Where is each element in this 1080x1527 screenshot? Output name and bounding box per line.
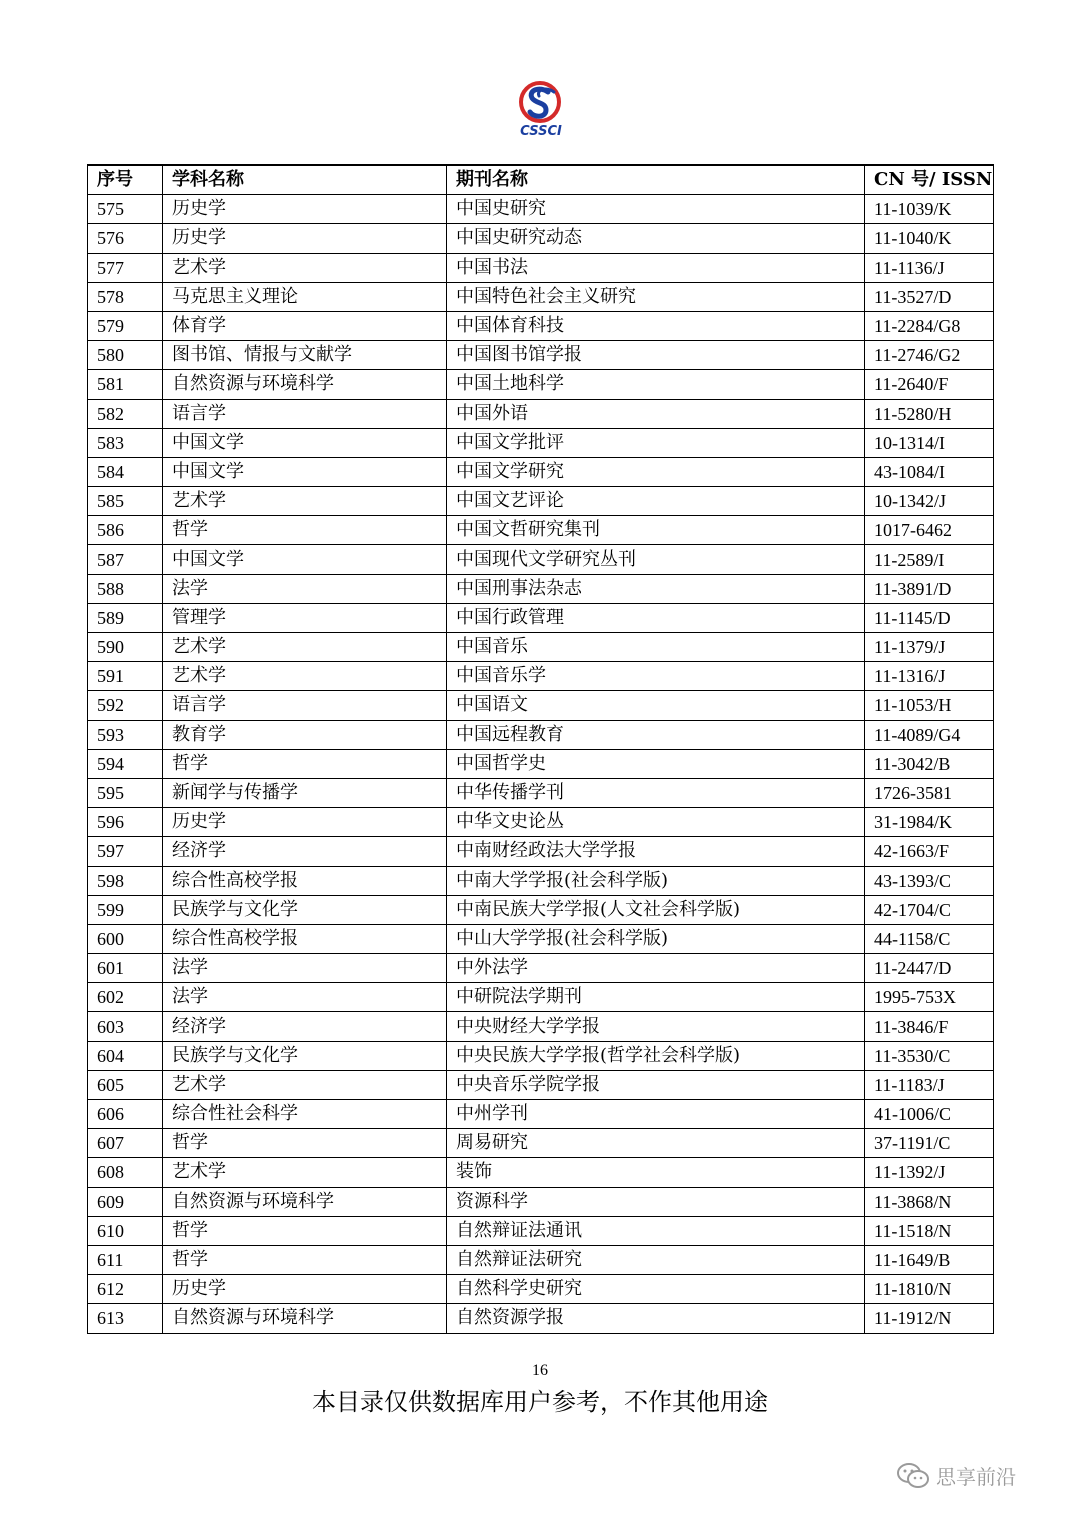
cell-journal: 中国哲学史 xyxy=(447,749,865,778)
cell-index: 591 xyxy=(88,662,163,691)
cell-journal: 中研院法学期刊 xyxy=(447,983,865,1012)
cell-discipline: 中国文学 xyxy=(163,428,447,457)
table-row xyxy=(88,1129,994,1158)
cell-cn-issn: 11-1379/J xyxy=(865,633,994,662)
cell-index: 586 xyxy=(88,516,163,545)
cell-journal: 中国远程教育 xyxy=(447,720,865,749)
cell-index: 613 xyxy=(88,1304,163,1333)
page-number: 16 xyxy=(532,1362,548,1379)
cell-journal: 中国语文 xyxy=(447,691,865,720)
cell-journal: 中国文哲研究集刊 xyxy=(447,516,865,545)
cell-discipline: 语言学 xyxy=(163,691,447,720)
cell-journal: 中国音乐学 xyxy=(447,662,865,691)
cell-discipline: 图书馆、情报与文献学 xyxy=(163,341,447,370)
table-row xyxy=(88,516,994,545)
cell-index: 599 xyxy=(88,895,163,924)
logo-text: CSSCI xyxy=(520,124,562,139)
table-row xyxy=(88,691,994,720)
cell-discipline: 法学 xyxy=(163,574,447,603)
cell-index: 589 xyxy=(88,603,163,632)
cell-index: 609 xyxy=(88,1187,163,1216)
cell-index: 582 xyxy=(88,399,163,428)
table-row xyxy=(88,983,994,1012)
cell-cn-issn: 10-1314/I xyxy=(865,428,994,457)
table-row xyxy=(88,545,994,574)
table-row xyxy=(88,1100,994,1129)
cell-index: 596 xyxy=(88,808,163,837)
col-header-journal: 期刊名称 xyxy=(447,165,865,195)
cell-journal: 中央财经大学学报 xyxy=(447,1012,865,1041)
table-header-row xyxy=(88,165,994,195)
cell-discipline: 法学 xyxy=(163,983,447,1012)
cell-index: 612 xyxy=(88,1275,163,1304)
cell-discipline: 综合性高校学报 xyxy=(163,924,447,953)
cell-cn-issn: 11-1040/K xyxy=(865,224,994,253)
cell-journal: 中外法学 xyxy=(447,954,865,983)
cell-index: 593 xyxy=(88,720,163,749)
cell-cn-issn: 41-1006/C xyxy=(865,1100,994,1129)
cell-discipline: 哲学 xyxy=(163,1216,447,1245)
cell-journal: 自然资源学报 xyxy=(447,1304,865,1333)
cell-index: 578 xyxy=(88,282,163,311)
cell-journal: 中华文史论丛 xyxy=(447,808,865,837)
cell-journal: 中国外语 xyxy=(447,399,865,428)
cell-cn-issn: 11-1136/J xyxy=(865,253,994,282)
cell-index: 598 xyxy=(88,866,163,895)
table-row xyxy=(88,720,994,749)
cell-cn-issn: 11-1145/D xyxy=(865,603,994,632)
cell-cn-issn: 11-1518/N xyxy=(865,1216,994,1245)
cell-cn-issn: 10-1342/J xyxy=(865,487,994,516)
cell-discipline: 哲学 xyxy=(163,1245,447,1274)
cell-journal: 中南民族大学学报(人文社会科学版) xyxy=(447,895,865,924)
cell-index: 600 xyxy=(88,924,163,953)
table-row xyxy=(88,1012,994,1041)
table-row xyxy=(88,662,994,691)
cell-journal: 中国现代文学研究丛刊 xyxy=(447,545,865,574)
table-row xyxy=(88,457,994,486)
cell-discipline: 中国文学 xyxy=(163,457,447,486)
cell-index: 605 xyxy=(88,1070,163,1099)
cell-cn-issn: 1017-6462 xyxy=(865,516,994,545)
col-header-index: 序号 xyxy=(88,165,163,195)
table-row xyxy=(88,1304,994,1333)
table-row xyxy=(88,778,994,807)
cell-cn-issn: 11-3846/F xyxy=(865,1012,994,1041)
cell-cn-issn: 11-2447/D xyxy=(865,954,994,983)
table-row xyxy=(88,924,994,953)
cell-discipline: 历史学 xyxy=(163,1275,447,1304)
cell-index: 601 xyxy=(88,954,163,983)
cell-cn-issn: 11-2589/I xyxy=(865,545,994,574)
cell-journal: 中国刑事法杂志 xyxy=(447,574,865,603)
cell-discipline: 历史学 xyxy=(163,808,447,837)
cell-discipline: 自然资源与环境科学 xyxy=(163,370,447,399)
cell-journal: 装饰 xyxy=(447,1158,865,1187)
cell-discipline: 历史学 xyxy=(163,224,447,253)
cell-cn-issn: 11-1053/H xyxy=(865,691,994,720)
cell-cn-issn: 44-1158/C xyxy=(865,924,994,953)
cell-discipline: 综合性高校学报 xyxy=(163,866,447,895)
cell-journal: 中国土地科学 xyxy=(447,370,865,399)
cell-index: 587 xyxy=(88,545,163,574)
cell-cn-issn: 11-5280/H xyxy=(865,399,994,428)
cell-cn-issn: 11-3527/D xyxy=(865,282,994,311)
cell-discipline: 艺术学 xyxy=(163,1158,447,1187)
cell-cn-issn: 11-4089/G4 xyxy=(865,720,994,749)
table-row xyxy=(88,837,994,866)
cell-discipline: 历史学 xyxy=(163,195,447,224)
cell-journal: 中国文艺评论 xyxy=(447,487,865,516)
cell-index: 579 xyxy=(88,311,163,340)
table-row xyxy=(88,1187,994,1216)
cell-journal: 中央民族大学学报(哲学社会科学版) xyxy=(447,1041,865,1070)
cell-cn-issn: 11-1392/J xyxy=(865,1158,994,1187)
cell-index: 608 xyxy=(88,1158,163,1187)
table-row xyxy=(88,1158,994,1187)
cell-journal: 中国史研究 xyxy=(447,195,865,224)
cell-discipline: 新闻学与传播学 xyxy=(163,778,447,807)
cell-cn-issn: 11-1649/B xyxy=(865,1245,994,1274)
cell-journal: 中国体育科技 xyxy=(447,311,865,340)
cell-index: 604 xyxy=(88,1041,163,1070)
table-row xyxy=(88,603,994,632)
cell-discipline: 民族学与文化学 xyxy=(163,1041,447,1070)
cell-index: 610 xyxy=(88,1216,163,1245)
table-row xyxy=(88,253,994,282)
cell-journal: 中央音乐学院学报 xyxy=(447,1070,865,1099)
table-row xyxy=(88,954,994,983)
cell-cn-issn: 11-3530/C xyxy=(865,1041,994,1070)
cell-discipline: 艺术学 xyxy=(163,253,447,282)
cell-index: 580 xyxy=(88,341,163,370)
cell-journal: 资源科学 xyxy=(447,1187,865,1216)
table-row xyxy=(88,866,994,895)
cell-journal: 中国文学研究 xyxy=(447,457,865,486)
cell-cn-issn: 11-1316/J xyxy=(865,662,994,691)
cell-journal: 中国音乐 xyxy=(447,633,865,662)
cell-discipline: 哲学 xyxy=(163,1129,447,1158)
table-row xyxy=(88,1275,994,1304)
cell-index: 588 xyxy=(88,574,163,603)
table-row xyxy=(88,428,994,457)
cell-index: 592 xyxy=(88,691,163,720)
cell-index: 603 xyxy=(88,1012,163,1041)
cell-journal: 中南大学学报(社会科学版) xyxy=(447,866,865,895)
cell-discipline: 经济学 xyxy=(163,837,447,866)
cell-journal: 周易研究 xyxy=(447,1129,865,1158)
cell-discipline: 教育学 xyxy=(163,720,447,749)
table-row xyxy=(88,487,994,516)
wechat-icon xyxy=(896,1462,930,1490)
cell-discipline: 自然资源与环境科学 xyxy=(163,1304,447,1333)
cell-discipline: 哲学 xyxy=(163,749,447,778)
cell-index: 611 xyxy=(88,1245,163,1274)
cell-index: 585 xyxy=(88,487,163,516)
cell-journal: 自然辩证法研究 xyxy=(447,1245,865,1274)
cell-index: 595 xyxy=(88,778,163,807)
journal-catalog-table xyxy=(87,164,994,1334)
cell-index: 575 xyxy=(88,195,163,224)
cell-discipline: 语言学 xyxy=(163,399,447,428)
cell-cn-issn: 11-3042/B xyxy=(865,749,994,778)
cell-journal: 中华传播学刊 xyxy=(447,778,865,807)
table-row xyxy=(88,895,994,924)
cell-cn-issn: 11-1810/N xyxy=(865,1275,994,1304)
cell-cn-issn: 42-1663/F xyxy=(865,837,994,866)
cell-discipline: 经济学 xyxy=(163,1012,447,1041)
cell-cn-issn: 37-1191/C xyxy=(865,1129,994,1158)
watermark xyxy=(896,1461,1016,1490)
cell-discipline: 综合性社会科学 xyxy=(163,1100,447,1129)
table-body xyxy=(88,195,994,1333)
cell-journal: 中国文学批评 xyxy=(447,428,865,457)
cell-cn-issn: 11-1912/N xyxy=(865,1304,994,1333)
cell-cn-issn: 11-3868/N xyxy=(865,1187,994,1216)
cell-cn-issn: 42-1704/C xyxy=(865,895,994,924)
table-row xyxy=(88,399,994,428)
table-row xyxy=(88,1070,994,1099)
table-row xyxy=(88,633,994,662)
cell-cn-issn: 11-3891/D xyxy=(865,574,994,603)
cell-index: 607 xyxy=(88,1129,163,1158)
table-row xyxy=(88,282,994,311)
cell-journal: 中国特色社会主义研究 xyxy=(447,282,865,311)
cell-cn-issn: 11-2746/G2 xyxy=(865,341,994,370)
cell-cn-issn: 43-1393/C xyxy=(865,866,994,895)
cell-index: 606 xyxy=(88,1100,163,1129)
cell-discipline: 艺术学 xyxy=(163,662,447,691)
cell-index: 581 xyxy=(88,370,163,399)
watermark-text: 思享前沿 xyxy=(936,1465,1016,1489)
cell-discipline: 艺术学 xyxy=(163,1070,447,1099)
cell-discipline: 艺术学 xyxy=(163,633,447,662)
col-header-cn-issn: CN 号/ ISSN xyxy=(865,165,994,195)
table-row xyxy=(88,808,994,837)
cell-index: 594 xyxy=(88,749,163,778)
table-row xyxy=(88,341,994,370)
cell-discipline: 马克思主义理论 xyxy=(163,282,447,311)
cell-cn-issn: 11-1183/J xyxy=(865,1070,994,1099)
table-row xyxy=(88,370,994,399)
col-header-discipline: 学科名称 xyxy=(163,165,447,195)
cell-journal: 中州学刊 xyxy=(447,1100,865,1129)
cell-index: 590 xyxy=(88,633,163,662)
cell-journal: 中山大学学报(社会科学版) xyxy=(447,924,865,953)
cell-cn-issn: 1995-753X xyxy=(865,983,994,1012)
table-row xyxy=(88,574,994,603)
cell-discipline: 法学 xyxy=(163,954,447,983)
cell-discipline: 民族学与文化学 xyxy=(163,895,447,924)
cell-discipline: 中国文学 xyxy=(163,545,447,574)
cell-journal: 中国书法 xyxy=(447,253,865,282)
cell-journal: 自然辩证法通讯 xyxy=(447,1216,865,1245)
cell-index: 584 xyxy=(88,457,163,486)
cell-index: 583 xyxy=(88,428,163,457)
cell-index: 576 xyxy=(88,224,163,253)
table-row xyxy=(88,224,994,253)
table-row xyxy=(88,1245,994,1274)
cell-discipline: 管理学 xyxy=(163,603,447,632)
table-row xyxy=(88,1041,994,1070)
cell-journal: 中国史研究动态 xyxy=(447,224,865,253)
cell-journal: 自然科学史研究 xyxy=(447,1275,865,1304)
cell-index: 597 xyxy=(88,837,163,866)
table-row xyxy=(88,1216,994,1245)
table-row xyxy=(88,195,994,224)
cell-cn-issn: 43-1084/I xyxy=(865,457,994,486)
cell-discipline: 哲学 xyxy=(163,516,447,545)
cell-discipline: 自然资源与环境科学 xyxy=(163,1187,447,1216)
cell-discipline: 体育学 xyxy=(163,311,447,340)
cell-journal: 中国行政管理 xyxy=(447,603,865,632)
cell-index: 577 xyxy=(88,253,163,282)
cell-cn-issn: 11-2284/G8 xyxy=(865,311,994,340)
table-row xyxy=(88,749,994,778)
cell-discipline: 艺术学 xyxy=(163,487,447,516)
disclaimer-note: 本目录仅供数据库用户参考，不作其他用途 xyxy=(312,1388,768,1416)
cell-index: 602 xyxy=(88,983,163,1012)
table-row xyxy=(88,311,994,340)
cell-cn-issn: 11-1039/K xyxy=(865,195,994,224)
cell-journal: 中南财经政法大学学报 xyxy=(447,837,865,866)
cell-cn-issn: 11-2640/F xyxy=(865,370,994,399)
cell-cn-issn: 1726-3581 xyxy=(865,778,994,807)
cell-journal: 中国图书馆学报 xyxy=(447,341,865,370)
cell-cn-issn: 31-1984/K xyxy=(865,808,994,837)
